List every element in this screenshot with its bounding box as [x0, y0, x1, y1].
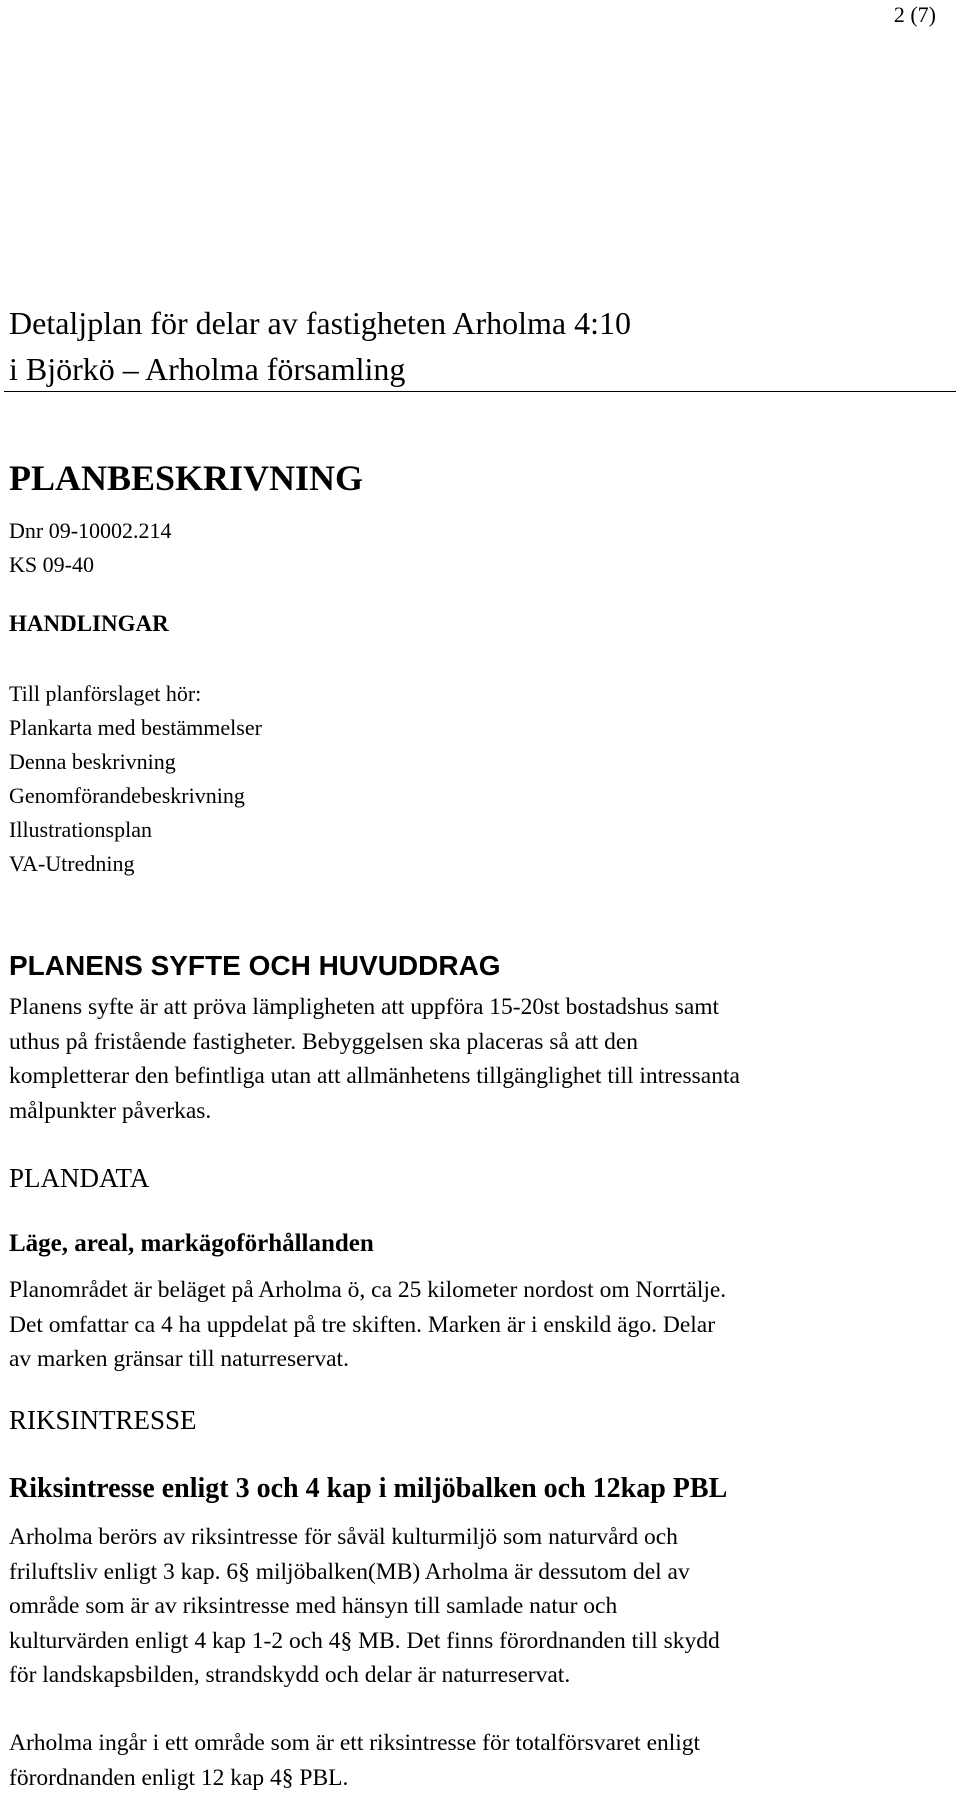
ks-number: KS 09-40 — [9, 552, 94, 577]
text-line: Det omfattar ca 4 ha uppdelat på tre skiften. Marken är i enskild ägo. Delar — [9, 1311, 716, 1338]
riksintresse-heading: RIKSINTRESSE — [9, 1405, 197, 1435]
handlingar-intro: Till planförslaget hör: — [9, 681, 202, 706]
text-line: kulturvärden enligt 4 kap 1-2 och 4§ MB. Det finns förordnanden till skydd — [9, 1627, 720, 1654]
dnr-number: Dnr 09-10002.214 — [9, 518, 172, 543]
text-line: målpunkter påverkas. — [9, 1097, 212, 1124]
text-line: Arholma berörs av riksintresse för såväl kulturmiljö som naturvård och — [9, 1524, 678, 1550]
text-line: förordnanden enligt 12 kap 4§ PBL. — [9, 1764, 349, 1791]
text-line: Planens syfte är att pröva lämpligheten att uppföra 15-20st bostadshus samt — [9, 994, 720, 1020]
text-line: av marken gränsar till naturreservat. — [9, 1346, 349, 1372]
planbeskrivning-heading: PLANBESKRIVNING — [9, 458, 364, 498]
document-title-line-2: i Björkö – Arholma församling — [9, 351, 406, 387]
text-line: friluftsliv enligt 3 kap. 6§ miljöbalken(MB) Arholma är dessutom del av — [9, 1558, 690, 1585]
title-underline — [4, 391, 956, 392]
text-line: uthus på fristående fastigheter. Bebyggelsen ska placeras så att den — [9, 1028, 639, 1055]
riksintresse-paragraph-2 — [9, 1726, 954, 1795]
text-line: område som är av riksintresse med hänsyn till samlade natur och — [9, 1593, 618, 1619]
handlingar-item: VA-Utredning — [9, 851, 135, 876]
planens-syfte-body — [9, 990, 954, 1128]
handlingar-item: Illustrationsplan — [9, 817, 152, 842]
text-line: för landskapsbilden, strandskydd och delar är naturreservat. — [9, 1662, 571, 1688]
text-line: Arholma ingår i ett område som är ett riksintresse för totalförsvaret enligt — [9, 1730, 701, 1756]
riksintresse-paragraph-1 — [9, 1520, 954, 1693]
page-number: 2 (7) — [893, 2, 936, 27]
text-line: Planområdet är beläget på Arholma ö, ca 25 kilometer nordost om Norrtälje. — [9, 1277, 727, 1303]
riksintresse-subheading: Riksintresse enligt 3 och 4 kap i miljöbalken och 12kap PBL — [9, 1473, 728, 1504]
plandata-body — [9, 1273, 954, 1377]
planens-syfte-heading: PLANENS SYFTE OCH HUVUDDRAG — [9, 950, 501, 981]
document-title-line-1: Detaljplan för delar av fastigheten Arholma 4:10 — [9, 305, 632, 341]
plandata-heading: PLANDATA — [9, 1163, 150, 1193]
handlingar-item: Genomförandebeskrivning — [9, 783, 245, 808]
text-line: kompletterar den befintliga utan att allmänhetens tillgänglighet till intressanta — [9, 1063, 740, 1089]
handlingar-heading: HANDLINGAR — [9, 611, 169, 636]
handlingar-item: Plankarta med bestämmelser — [9, 715, 262, 740]
lage-areal-subheading: Läge, areal, markägoförhållanden — [9, 1230, 374, 1257]
handlingar-item: Denna beskrivning — [9, 749, 176, 774]
